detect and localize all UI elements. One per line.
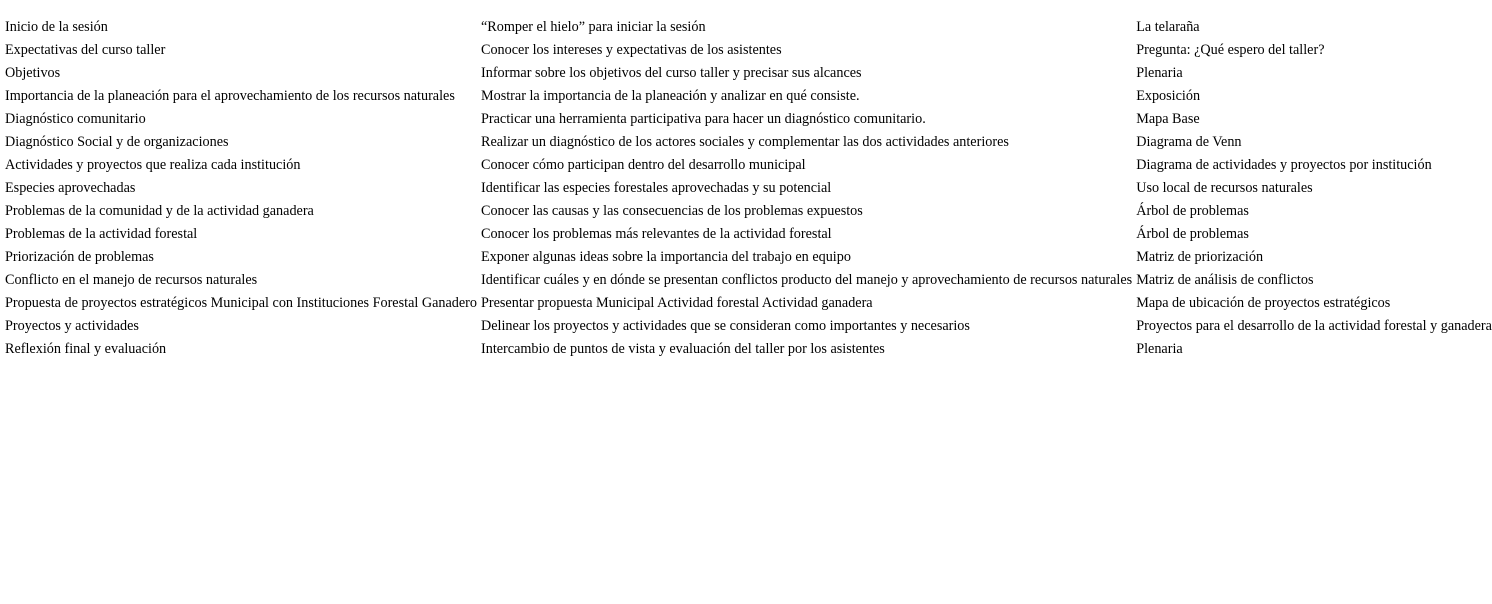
table-row <box>3 292 1492 315</box>
topic-cell: Importancia de la planeación para el aprovechamiento de los recursos naturales <box>5 88 455 104</box>
topic-cell: Proyectos y actividades <box>5 318 139 334</box>
technique-cell: Plenaria <box>1136 65 1183 81</box>
table-body <box>3 16 1492 361</box>
table-row <box>3 315 1492 338</box>
topic-cell: Actividades y proyectos que realiza cada institución <box>5 157 301 173</box>
table-row <box>3 200 1492 223</box>
technique-cell: Exposición <box>1136 88 1201 104</box>
objective-cell: Presentar propuesta Municipal Actividad forestal Actividad ganadera <box>481 295 873 311</box>
objective-cell: Conocer cómo participan dentro del desarrollo municipal <box>481 157 806 173</box>
technique-cell: Proyectos para el desarrollo de la actividad forestal y ganadera <box>1136 318 1492 334</box>
technique-cell: Diagrama de actividades y proyectos por institución <box>1136 157 1432 173</box>
topic-cell: Especies aprovechadas <box>5 180 136 196</box>
technique-cell: La telaraña <box>1136 19 1200 35</box>
workshop-agenda-table <box>3 16 1492 361</box>
topic-cell: Objetivos <box>5 65 61 81</box>
topic-cell: Reflexión final y evaluación <box>5 341 167 357</box>
technique-cell: Mapa de ubicación de proyectos estratégicos <box>1136 295 1391 311</box>
technique-cell: Diagrama de Venn <box>1136 134 1242 150</box>
objective-cell: Conocer los problemas más relevantes de la actividad forestal <box>481 226 832 242</box>
technique-cell: Pregunta: ¿Qué espero del taller? <box>1136 42 1325 58</box>
technique-cell: Matriz de priorización <box>1136 249 1264 265</box>
table-row <box>3 338 1492 361</box>
table-row <box>3 246 1492 269</box>
topic-cell: Problemas de la comunidad y de la actividad ganadera <box>5 203 314 219</box>
topic-cell: Expectativas del curso taller <box>5 42 166 58</box>
technique-cell: Mapa Base <box>1136 111 1200 127</box>
technique-cell: Plenaria <box>1136 341 1183 357</box>
technique-cell: Árbol de problemas <box>1136 226 1249 242</box>
table-row <box>3 39 1492 62</box>
technique-cell: Árbol de problemas <box>1136 203 1249 219</box>
topic-cell: Propuesta de proyectos estratégicos Municipal con Instituciones Forestal Ganadero <box>5 295 477 311</box>
table-row <box>3 154 1492 177</box>
table-row <box>3 269 1492 292</box>
table-row <box>3 223 1492 246</box>
topic-cell: Problemas de la actividad forestal <box>5 226 198 242</box>
objective-cell: Exponer algunas ideas sobre la importancia del trabajo en equipo <box>481 249 851 265</box>
objective-cell: Identificar las especies forestales aprovechadas y su potencial <box>481 180 832 196</box>
objective-cell: Conocer los intereses y expectativas de los asistentes <box>481 42 782 58</box>
objective-cell: Mostrar la importancia de la planeación y analizar en qué consiste. <box>481 88 860 104</box>
topic-cell: Diagnóstico comunitario <box>5 111 146 127</box>
table-row <box>3 16 1492 39</box>
table-row <box>3 108 1492 131</box>
topic-cell: Priorización de problemas <box>5 249 154 265</box>
topic-cell: Diagnóstico Social y de organizaciones <box>5 134 229 150</box>
objective-cell: Realizar un diagnóstico de los actores sociales y complementar las dos actividades anteriores <box>481 134 1009 150</box>
technique-cell: Uso local de recursos naturales <box>1136 180 1313 196</box>
objective-cell: Informar sobre los objetivos del curso taller y precisar sus alcances <box>481 65 862 81</box>
table-row <box>3 177 1492 200</box>
table-row <box>3 85 1492 108</box>
objective-cell: Intercambio de puntos de vista y evaluación del taller por los asistentes <box>481 341 885 357</box>
topic-cell: Inicio de la sesión <box>5 19 108 35</box>
table-row <box>3 62 1492 85</box>
objective-cell: Identificar cuáles y en dónde se presentan conflictos producto del manejo y aprovechamiento de recursos naturales <box>481 272 1133 288</box>
objective-cell: Delinear los proyectos y actividades que se consideran como importantes y necesarios <box>481 318 970 334</box>
objective-cell: Conocer las causas y las consecuencias de los problemas expuestos <box>481 203 863 219</box>
technique-cell: Matriz de análisis de conflictos <box>1136 272 1314 288</box>
objective-cell: “Romper el hielo” para iniciar la sesión <box>481 19 706 35</box>
table-row <box>3 131 1492 154</box>
objective-cell: Practicar una herramienta participativa para hacer un diagnóstico comunitario. <box>481 111 926 127</box>
topic-cell: Conflicto en el manejo de recursos naturales <box>5 272 258 288</box>
